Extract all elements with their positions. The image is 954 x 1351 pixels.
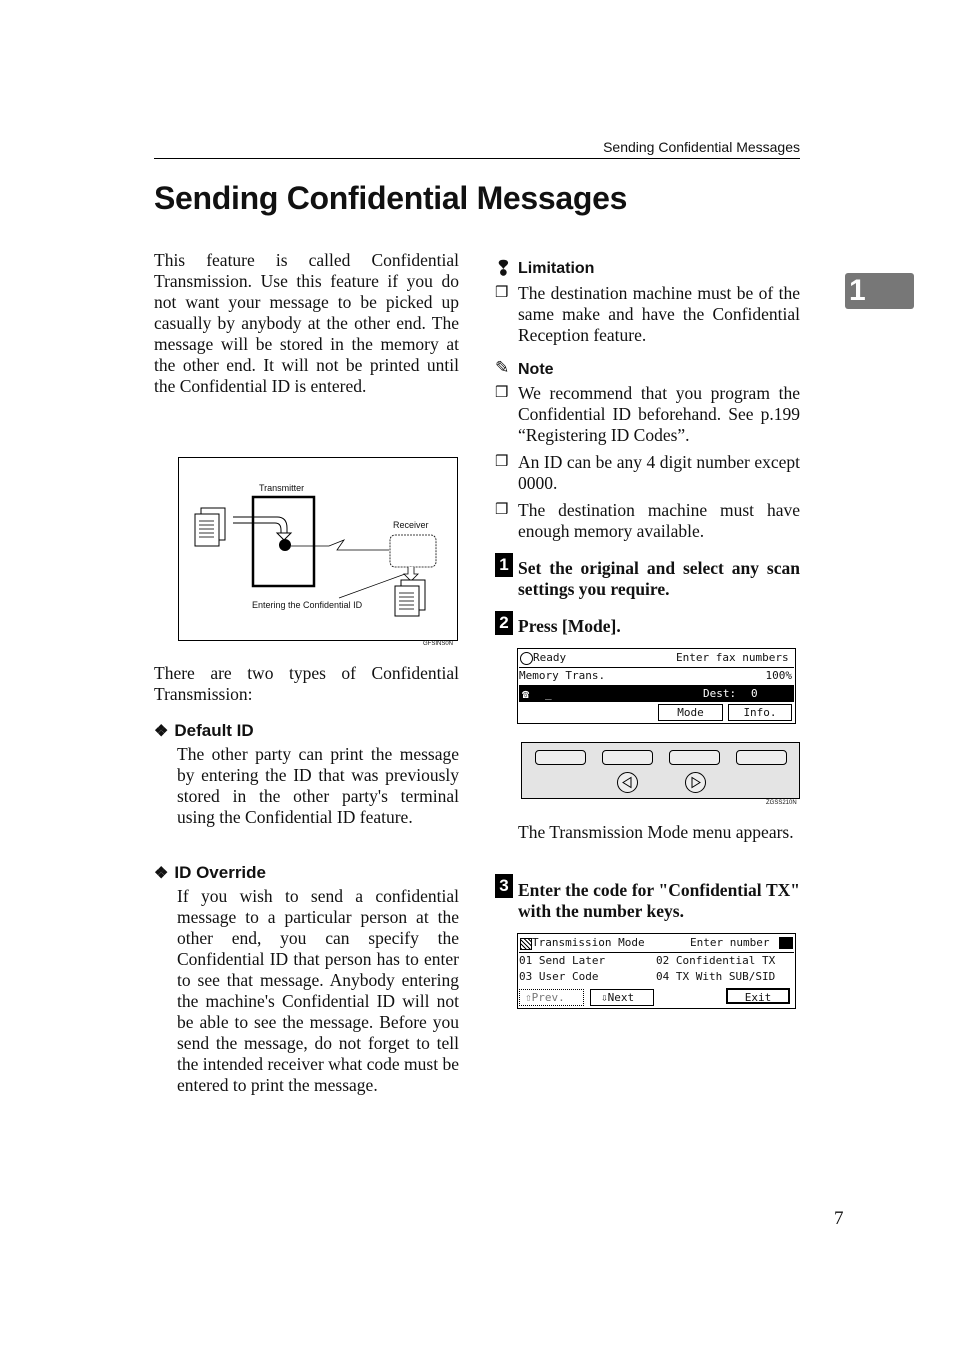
- display-row: [519, 668, 794, 686]
- id-override-heading: ❖ ID Override: [154, 863, 266, 882]
- display-row: [519, 953, 794, 969]
- menu-icon: [520, 938, 532, 950]
- display-row: [519, 686, 794, 702]
- exit-button[interactable]: Exit: [726, 988, 790, 1004]
- up-arrow-icon: ⇧: [525, 991, 532, 1004]
- function-key[interactable]: [736, 750, 787, 765]
- prev-button[interactable]: [519, 989, 584, 1006]
- default-id-heading: ❖ Default ID: [154, 721, 254, 740]
- option-user-code[interactable]: 03 User Code: [519, 970, 599, 983]
- dest-value: 0: [751, 687, 758, 700]
- option-confidential-tx[interactable]: 02 Confidential TX: [656, 954, 776, 967]
- checkbox-icon: ❒: [495, 385, 509, 401]
- page-title: Sending Confidential Messages: [154, 180, 628, 216]
- status-circle-icon: [520, 652, 533, 665]
- fax-display: [517, 648, 796, 724]
- pencil-icon: ✎: [495, 358, 510, 377]
- id-override-text: If you wish to send a confidential message to a particular person at the other end, you can specify the Confidential ID that person has to enter to see that message. Anybody entering the machine's Confidential ID will not be able to see the message. Before you send the message, do not forget to tell the intended receiver what code must be entered to print the message.: [177, 886, 459, 1095]
- entering-id-label: Entering the Confidential ID: [252, 600, 363, 610]
- option-tx-with-sub-sid[interactable]: 04 TX With SUB/SID: [656, 970, 776, 983]
- control-panel: [521, 742, 800, 799]
- header-rule: [154, 158, 800, 159]
- receiver-label: Receiver: [393, 520, 429, 530]
- confidential-diagram: [178, 457, 458, 647]
- note-item: ❒ We recommend that you program the Confidential ID beforehand. See p.199 “Registering ID Codes”.: [495, 383, 800, 445]
- display-row: [519, 650, 794, 668]
- checkbox-icon: ❒: [495, 454, 509, 470]
- checkbox-icon: ❒: [495, 502, 509, 518]
- display-row: [519, 969, 794, 985]
- step-number: 2: [495, 611, 513, 635]
- step-number: 1: [495, 553, 513, 577]
- input-cursor: [779, 937, 793, 949]
- cursor: _: [545, 687, 552, 700]
- page-number: 7: [834, 1208, 844, 1229]
- function-key[interactable]: [602, 750, 653, 765]
- display-row: [519, 935, 794, 953]
- default-id-text: The other party can print the message by entering the ID that was previously stored in the other party's terminal using the Confidential ID feature.: [177, 744, 459, 827]
- intro-paragraph: This feature is called Confidential Transmission. Use this feature if you do not want your message to be picked up casually by anybody at the other end. The message will be stored in the memory at the other end. It will not be printed until the Confidential ID is entered.: [154, 250, 459, 396]
- limitation-item: ❒ The destination machine must be of the same make and have the Confidential Reception feature.: [495, 283, 800, 345]
- step-text: Enter the code for "Confidential TX" with the number keys.: [518, 880, 800, 921]
- step-text: Press [Mode].: [518, 616, 621, 636]
- left-triangle-icon: [618, 773, 637, 792]
- chapter-tab: 1: [845, 273, 914, 309]
- ready-text: Ready: [533, 651, 567, 664]
- panel-code: ZGSS210N: [766, 800, 797, 806]
- enter-fax-text: Enter fax numbers: [676, 651, 789, 664]
- note-item: ❒ The destination machine must have enough memory available.: [495, 500, 800, 541]
- prev-label: Prev.: [531, 991, 565, 1004]
- memory-trans-text: Memory Trans.: [519, 669, 606, 682]
- display-title: Transmission Mode: [532, 936, 645, 949]
- step-number: 3: [495, 874, 513, 898]
- next-button[interactable]: [590, 989, 654, 1006]
- transmitter-label: Transmitter: [259, 483, 305, 493]
- diamond-icon: ❖: [154, 865, 169, 882]
- option-send-later[interactable]: 01 Send Later: [519, 954, 606, 967]
- note-item: ❒ An ID can be any 4 digit number except 0000.: [495, 452, 800, 493]
- step-text: Set the original and select any scan settings you require.: [518, 558, 800, 599]
- function-key[interactable]: [669, 750, 720, 765]
- right-triangle-icon: [686, 773, 705, 792]
- types-intro: There are two types of Confidential Transmission:: [154, 663, 459, 704]
- phone-icon: ☎: [522, 687, 530, 701]
- running-header: Sending Confidential Messages: [603, 139, 800, 155]
- right-arrow-button[interactable]: [685, 772, 706, 793]
- mode-button[interactable]: Mode: [658, 704, 723, 721]
- memory-percent: 100%: [765, 669, 792, 682]
- diagram-code: GFSINS0N: [423, 641, 454, 647]
- left-arrow-button[interactable]: [617, 772, 638, 793]
- enter-number-text: Enter number: [690, 936, 770, 949]
- function-key[interactable]: [535, 750, 586, 765]
- info-button[interactable]: Info.: [728, 704, 792, 721]
- transmission-mode-display: [517, 933, 796, 1009]
- next-label: Next: [607, 991, 635, 1004]
- checkbox-icon: ❒: [495, 285, 509, 301]
- down-arrow-icon: ⇩: [601, 991, 608, 1004]
- mode-appears-text: The Transmission Mode menu appears.: [518, 822, 794, 842]
- exclamation-icon: ❢: [495, 258, 512, 280]
- diamond-icon: ❖: [154, 723, 169, 740]
- dest-label: Dest:: [703, 687, 737, 700]
